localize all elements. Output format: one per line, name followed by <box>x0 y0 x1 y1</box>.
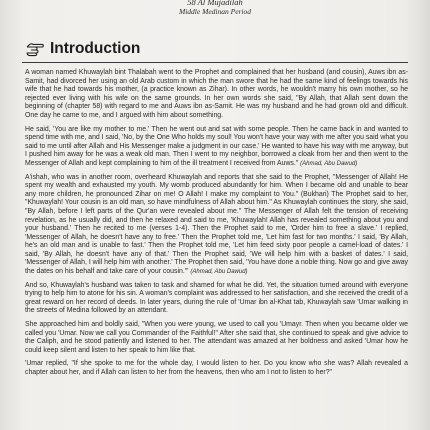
section-heading <box>22 40 408 63</box>
pointing-hand-icon <box>26 41 44 57</box>
body-text <box>25 69 408 383</box>
paragraph-6 <box>25 360 408 377</box>
paragraph-text: A woman named Khuwaylah bint Thalabah went to the Prophet and complained that her husband (and cousin), Auws ibn as-Samit, had divorced her using an old Arab custom in which the man swore that he had the same kind of feelings towards his wife that he had towards his mother, (a practice known as Zihar). In other words, he wouldn't marry his own mother, so he rejected ever living with his wife on the same grounds. In her own words she said, "By Allah, that Allah sent down the beginning of (chapter 58) with regard to me and Auws ibn as-Samit. He was my husband and he had grown old and difficult. One day he came to me, and I argued with him about something. <box>25 69 408 119</box>
paragraph-5 <box>25 321 408 355</box>
chapter-heading: 58 Al Mujadilah <box>187 0 243 7</box>
paragraph-text: 'Umar replied, "If she spoke to me for the whole day, I would listen to her. Do you know who she was? Allah revealed a chapter about her, and if Allah can listen to her from the heavens, then who am I not to listen to her?" <box>25 360 408 376</box>
running-head <box>0 0 430 16</box>
period-subheading: Middle Medinan Period <box>178 7 252 16</box>
paragraph-text: He said, 'You are like my mother to me.' Then he went out and sat with some people. Then he came back in and wanted to spend time with me, and I said, 'No, by the One Who holds my soul! You won't have your way with me after you said what you said to me until after Allah and His Messenger make a judgment in our case.' He wanted to have his way with me anyway, but I pushed him away for he was a weak old man. Then I went to my neighbor, borrowed a cloak from her and then went to the Messenger of Allah and kept complaining to him of the ill treatment I received from Auws." <box>25 125 408 167</box>
citation: (Ahmad, Abu Dawud) <box>300 160 358 167</box>
paragraph-4 <box>25 282 408 316</box>
paragraph-2 <box>25 126 408 169</box>
section-title: Introduction <box>50 40 141 57</box>
paragraph-1 <box>25 69 408 121</box>
paragraph-3 <box>25 174 408 277</box>
paragraph-text: And so, Khuwaylah's husband was taken to task and shamed for what he did. Yet, the situation turned around with everyone trying to help him to atone for his sin. A woman's complaint was addressed to her satisfaction, and she received the credit of a great reward on her record of deeds. In later years, during the rule of 'Umar ibn al-Khat tab, Khuwaylah saw 'Umar walking in the streets of Medina followed by an attendant. <box>25 281 408 315</box>
citation: (Ahmad, Abu Dawud) <box>190 269 248 276</box>
paragraph-text: A'ishah, who was in another room, overheard Khuwaylah and reports that she said to the Prophet, "Messenger of Allah! He spent my wealth and exhausted my youth. My womb produced abundantly for him. When I became old and unable to bear any more children, he pronounced Zihar on me! O Allah! I make my complaint to You." (Bukhari) The Prophet said to her, "Khuwaylah! Your cousin is an old man, so have mindfulness of Allah about him." As Khuwaylah continues the story, she said, "By Allah, before I left parts of the Qur'an were revealed about me." The Messenger of Allah felt the tension of receiving revelation, as he usually did, and then he relaxed and said to me, 'Khuwaylah! Allah has revealed something about you and your husband.' Then he recited to me (verses 1-4). Then the Prophet said to me, 'Order him to free a slave.' I replied, 'Messenger of Allah, he doesn't have any to free.' Then the Prophet told me, 'Let him fast for two months.' I said, 'By Allah, he's an old man and is unable to fast.' Then the Prophet told me, 'Let him feed sixty poor people a camel-load of dates.' I said, 'By Allah, he doesn't have any of that.' Then the Prophet said, 'We will help him with a basket of dates.' I said, 'Messenger of Allah, I will help him with another.' The Prophet then said, 'You have done a noble thing. Now go and give away the dates on his behalf and take care of your cousin.'" <box>25 173 408 276</box>
paragraph-text: She approached him and boldly said, "When you were young, we used to call you 'Umayr. Then when you became older we called you 'Umar. Now we call you Commander of the Faithful!" After she said that, she continued to speak and give advice to the Caliph, and he stood patiently and listened to her. The attendant was amazed at her boldness and asked 'Umar how he could keep silent and listen to her speak to him like that. <box>25 321 408 354</box>
